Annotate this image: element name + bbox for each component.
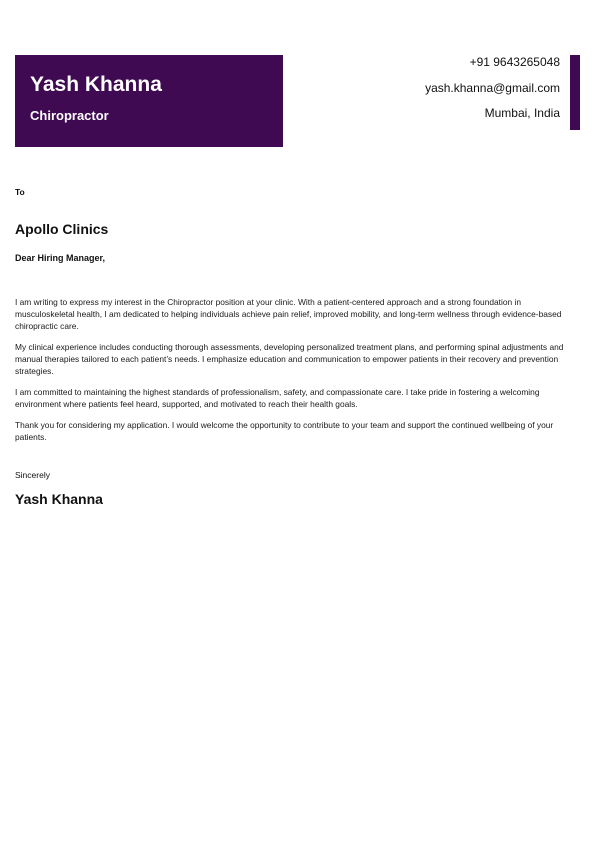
body-paragraph: Thank you for considering my application. I would welcome the opportunity to contribute to your team and support the continued wellbeing of your patients. — [15, 420, 554, 442]
closing-line: Sincerely — [15, 470, 50, 480]
contact-location: Mumbai, India — [484, 106, 560, 120]
salutation: Dear Hiring Manager, — [15, 253, 106, 263]
recipient-to-label: To — [15, 187, 25, 197]
recipient-company: Apollo Clinics — [15, 221, 109, 237]
body-paragraph: I am committed to maintaining the highest standards of professionalism, safety, and compassionate care. I take pride in fostering a welcoming environment where patients feel heard, supported, and motivated to reach their health goals. — [15, 387, 540, 409]
header-banner — [15, 55, 283, 147]
contact-email: yash.khanna@gmail.com — [425, 81, 560, 95]
accent-bar — [570, 55, 580, 130]
body-paragraph: My clinical experience includes conducting thorough assessments, developing personalized treatment plans, and performing spinal adjustments and manual therapies tailored to each patient’s needs. I emphasize education and communication to empower patients in their recovery and prevention strategies. — [15, 342, 564, 376]
body-paragraph: I am writing to express my interest in the Chiropractor position at your clinic. With a patient-centered approach and a strong foundation in musculoskeletal health, I am dedicated to helping individuals achieve pain relief, improved mobility, and long-term wellness through evidence-based chiropractic care. — [15, 297, 562, 331]
signature-name: Yash Khanna — [15, 491, 103, 507]
applicant-title: Chiropractor — [30, 108, 109, 123]
applicant-name: Yash Khanna — [30, 73, 162, 96]
letter-body — [15, 296, 580, 452]
contact-phone: +91 9643265048 — [469, 55, 560, 69]
